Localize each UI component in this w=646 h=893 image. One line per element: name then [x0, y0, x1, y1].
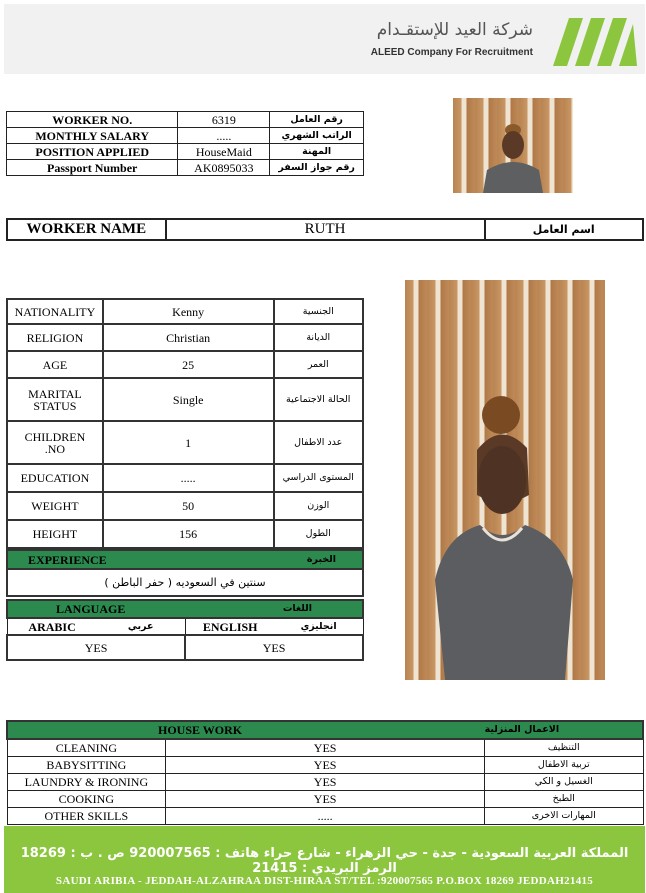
field-value: 156: [103, 520, 274, 548]
skill-label-arabic: التنظيف: [485, 739, 643, 757]
skill-label-arabic: الغسيل و الكي: [485, 774, 643, 791]
table-row: [7, 324, 363, 351]
language-arabic-value: YES: [7, 635, 185, 660]
field-label: NATIONALITY: [7, 299, 103, 324]
language-arabic-label: ARABIC: [7, 618, 97, 635]
skill-label-arabic: المهارات الاخرى: [485, 808, 643, 825]
skill-value: YES: [166, 774, 485, 791]
field-value: .....: [103, 464, 274, 492]
table-row: [7, 774, 643, 791]
language-table: [6, 599, 364, 661]
table-row: [7, 618, 363, 635]
field-label: AGE: [7, 351, 103, 378]
field-label: CHILDREN .NO: [7, 421, 103, 464]
section-title-arabic: الاعمال المنزلية: [485, 721, 643, 739]
person-portrait-icon: [405, 280, 605, 680]
field-label: WEIGHT: [7, 492, 103, 520]
table-row: [7, 421, 363, 464]
field-label-arabic: المهنة: [270, 144, 364, 160]
footer-address-english: SAUDI ARIBIA - JEDDAH-ALZAHRAA DIST-HIRAA ST/TEL :920007565 P.O.BOX 18269 JEDDAH21415: [55, 875, 594, 887]
field-value: AK0895033: [178, 160, 270, 176]
field-label: WORKER NO.: [7, 112, 178, 128]
section-title-arabic: الخبرة: [235, 550, 363, 569]
worker-photo-small: [453, 98, 573, 193]
section-title: EXPERIENCE: [7, 550, 235, 569]
skill-value: YES: [166, 757, 485, 774]
table-row: [7, 128, 364, 144]
table-row: [7, 791, 643, 808]
field-label-arabic: المستوى الدراسي: [274, 464, 364, 492]
field-label-arabic: رقم العامل: [270, 112, 364, 128]
footer-address-arabic: المملكة العربية السعودية - جدة - حي الزهراء - شارع حراء هاتف : 920007565 ص . ب : 18269 الرمز البريدي : 21415: [20, 846, 629, 876]
field-label: MONTHLY SALARY: [7, 128, 178, 144]
section-header: [7, 600, 363, 618]
field-label-arabic: الديانة: [274, 324, 364, 351]
section-header: [7, 550, 363, 569]
experience-value: سنتين في السعوديه ( حفر الباطن ): [7, 569, 363, 596]
table-row: [7, 219, 643, 240]
table-row: [7, 635, 363, 660]
company-name-arabic: شركة العيد للإستقـدام: [376, 20, 533, 40]
skill-value: YES: [166, 791, 485, 808]
field-label-arabic: رقم جواز السفر: [270, 160, 364, 176]
table-row: [7, 464, 363, 492]
table-row: [7, 808, 643, 825]
language-english-label: ENGLISH: [185, 618, 275, 635]
skill-label: BABYSITTING: [7, 757, 166, 774]
field-value: 25: [103, 351, 274, 378]
skill-label: OTHER SKILLS: [7, 808, 166, 825]
company-name-english: ALEED Company For Recruitment: [370, 47, 533, 58]
skill-label: COOKING: [7, 791, 166, 808]
section-title: LANGUAGE: [7, 600, 185, 618]
worker-summary-table: [6, 111, 364, 176]
field-label-arabic: الوزن: [274, 492, 364, 520]
table-row: [7, 569, 363, 596]
language-arabic-label-arabic: عربي: [97, 618, 186, 635]
section-title: HOUSE WORK: [7, 721, 485, 739]
field-value: Christian: [103, 324, 274, 351]
table-row: [7, 520, 363, 548]
field-label: RELIGION: [7, 324, 103, 351]
language-english-value: YES: [185, 635, 363, 660]
skill-value: .....: [166, 808, 485, 825]
table-row: [7, 492, 363, 520]
table-row: [7, 351, 363, 378]
skill-value: YES: [166, 739, 485, 757]
skill-label: CLEANING: [7, 739, 166, 757]
field-label-arabic: الراتب الشهري: [270, 128, 364, 144]
skill-label-arabic: الطبخ: [485, 791, 643, 808]
worker-name-table: [6, 218, 644, 241]
field-label-arabic: العمر: [274, 351, 364, 378]
field-label-arabic: الجنسية: [274, 299, 364, 324]
field-value: 50: [103, 492, 274, 520]
table-row: [7, 299, 363, 324]
section-title-arabic: اللغات: [185, 600, 363, 618]
company-logo-icon: [553, 18, 637, 66]
skill-label-arabic: تربية الاطفال: [485, 757, 643, 774]
worker-name-value: RUTH: [166, 219, 485, 240]
table-row: [7, 757, 643, 774]
field-label: POSITION APPLIED: [7, 144, 178, 160]
field-label-arabic: عدد الاطفال: [274, 421, 364, 464]
field-value: 1: [103, 421, 274, 464]
worker-details-table: [6, 298, 364, 549]
table-row: [7, 160, 364, 176]
field-label: EDUCATION: [7, 464, 103, 492]
experience-table: [6, 549, 364, 597]
section-header: [7, 721, 643, 739]
table-row: [7, 378, 363, 421]
field-label: HEIGHT: [7, 520, 103, 548]
field-label: MARITAL STATUS: [7, 378, 103, 421]
field-value: .....: [178, 128, 270, 144]
skill-label: LAUNDRY & IRONING: [7, 774, 166, 791]
language-english-label-arabic: انجليزي: [275, 618, 363, 635]
letterhead: [4, 4, 645, 74]
worker-name-label-arabic: اسم العامل: [485, 219, 644, 240]
field-value: Kenny: [103, 299, 274, 324]
field-value: 6319: [178, 112, 270, 128]
person-portrait-icon: [453, 98, 573, 193]
worker-name-label: WORKER NAME: [7, 219, 166, 240]
field-value: Single: [103, 378, 274, 421]
field-label-arabic: الحالة الاجتماعية: [274, 378, 364, 421]
table-row: [7, 112, 364, 128]
worker-photo-large: [405, 280, 605, 680]
footer-address-bar: [4, 826, 645, 893]
table-row: [7, 739, 643, 757]
house-work-table: [6, 720, 644, 825]
field-label-arabic: الطول: [274, 520, 364, 548]
field-label: Passport Number: [7, 160, 178, 176]
field-value: HouseMaid: [178, 144, 270, 160]
table-row: [7, 144, 364, 160]
